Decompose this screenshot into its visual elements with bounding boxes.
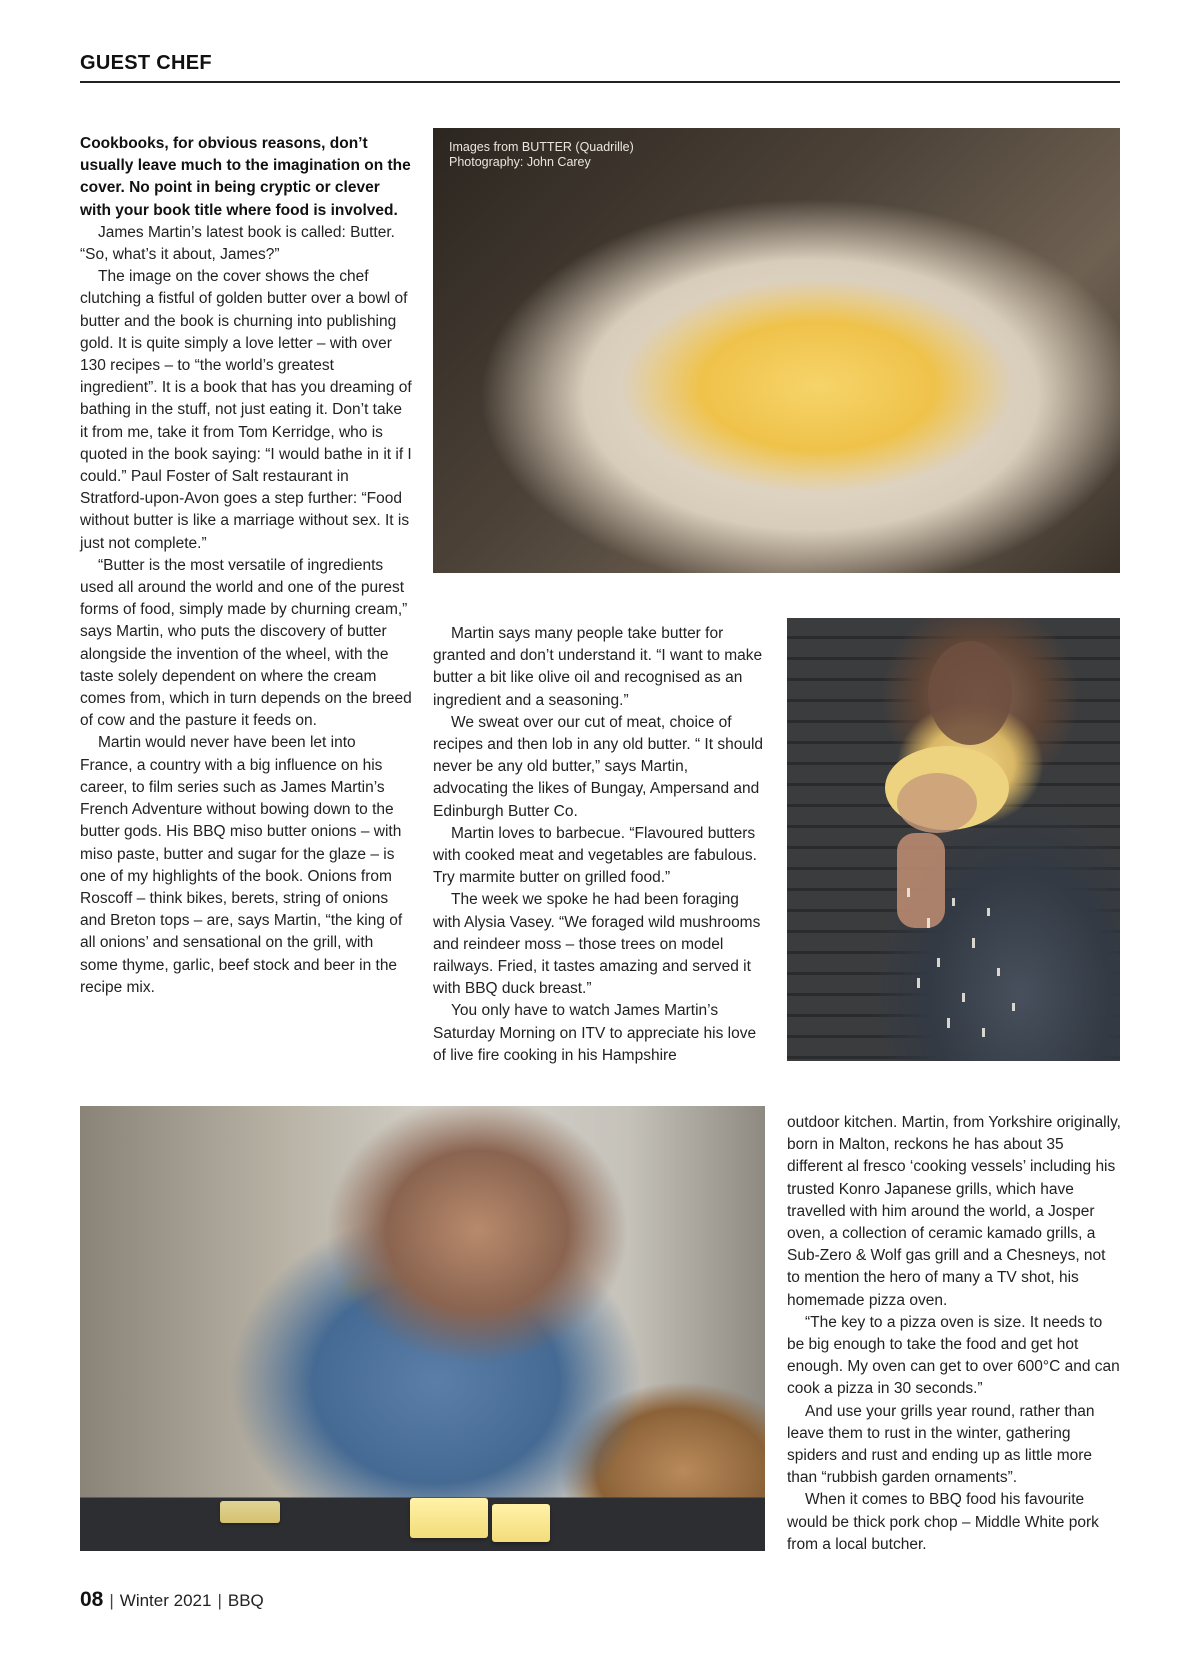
header-rule: [80, 81, 1120, 83]
article-column-1: [80, 133, 412, 999]
body-paragraph: The week we spoke he had been foraging with Alysia Vasey. “We foraged wild mushrooms and reindeer moss – those trees on model railways. Fried, it tastes amazing and served it with BBQ duck breast.”: [433, 891, 761, 998]
body-paragraph: Martin says many people take butter for granted and don’t understand it. “I want to make butter a bit like olive oil and recognised as an ingredient and a seasoning.”: [433, 625, 763, 709]
body-paragraph: Martin loves to barbecue. “Flavoured butters with cooked meat and vegetables are fabulous. Try marmite butter on grilled food.”: [433, 824, 757, 887]
article-column-2: [433, 623, 765, 1067]
butter-block: [220, 1501, 280, 1523]
body-paragraph: The image on the cover shows the chef clutching a fistful of golden butter over a bowl of butter and the book is churning into publishing gold. It is quite simply a love letter – with over 130 recipes – to “the world’s greatest ingredient”. It is a book that has you dreaming of bathing in the stuff, not just eating it. Don’t take it from me, take it from Tom Kerridge, who is quoted in the book saying: “I would bathe in it if I could.” Paul Foster of Salt restaurant in Stratford-upon-Avon goes a step further: “Food without butter is like a marriage without sex. It is just not complete.”: [80, 268, 412, 552]
photo-credit-line: Photography: John Carey: [449, 155, 591, 169]
butter-block: [492, 1504, 550, 1542]
body-paragraph: When it comes to BBQ food his favourite would be thick pork chop – Middle White pork from a local butcher.: [787, 1491, 1099, 1553]
body-paragraph: And use your grills year round, rather than leave them to rust in the winter, gathering spiders and rust and ending up as little more than “rubbish garden ornaments”.: [787, 1402, 1095, 1487]
chef-butter-fist-photo: [787, 618, 1120, 1061]
article-column-3: [787, 1112, 1122, 1556]
butter-block: [410, 1498, 488, 1538]
page-footer: [80, 1588, 264, 1612]
body-paragraph: “Butter is the most versatile of ingredients used all around the world and one of the purest forms of food, simply made by churning cream,” says Martin, who puts the discovery of butter alongside the invention of the wheel, with the taste solely dependent on where the cream comes from, which in turn depends on the breed of cow and the pasture it feeds on.: [80, 556, 412, 730]
body-paragraph: outdoor kitchen. Martin, from Yorkshire originally, born in Malton, reckons he has about 35 different al fresco ‘cooking vessels’ including his trusted Konro Japanese grills, which have travelled with him around the world, a Josper oven, a collection of ceramic kamado grills, a Sub-Zero & Wolf gas grill and a Chesneys, not to mention the hero of many a TV shot, his homemade pizza oven.: [787, 1114, 1121, 1309]
photo-credit: [449, 140, 634, 170]
page-number: 08: [80, 1588, 104, 1611]
body-paragraph: We sweat over our cut of meat, choice of recipes and then lob in any old butter. “ It should never be any old butter,” says Martin, advocating the likes of Bungay, Ampersand and Edinburgh Butter Co.: [433, 713, 764, 820]
footer-separator: |: [109, 1591, 114, 1610]
footer-separator: |: [217, 1591, 222, 1610]
body-paragraph: You only have to watch James Martin’s Saturday Morning on ITV to appreciate his love of live fire cooking in his Hampshire: [433, 1002, 757, 1064]
photo-credit-line: Images from BUTTER (Quadrille): [449, 140, 634, 154]
magazine-name: BBQ: [227, 1591, 264, 1610]
chef-kitchen-photo: [80, 1106, 765, 1551]
chef-fist-illustration: [787, 618, 1120, 1061]
section-title: GUEST CHEF: [80, 52, 212, 74]
body-paragraph: Martin would never have been let into France, a country with a big influence on his career, to film series such as James Martin’s French Adventure without bowing down to the butter gods. His BBQ miso butter onions – with miso paste, butter and sugar for the glaze – is one of my highlights of the book. Onions from Roscoff – think bikes, berets, string of onions and Breton tops – are, says Martin, “the king of all onions’ and sensational on the grill, with some thyme, garlic, beef stock and beer in the recipe mix.: [80, 734, 403, 996]
body-paragraph: James Martin’s latest book is called: Butter. “So, what’s it about, James?”: [80, 223, 395, 264]
issue-label: Winter 2021: [119, 1591, 212, 1610]
body-paragraph: “The key to a pizza oven is size. It needs to be big enough to take the food and get hot enough. My oven can get to over 600°C and can cook a pizza in 30 seconds.”: [787, 1313, 1120, 1398]
butter-bowl-photo: [433, 128, 1120, 573]
article-standfirst: Cookbooks, for obvious reasons, don’t usually leave much to the imagination on the cover. No point in being cryptic or clever with your book title where food is involved.: [80, 135, 411, 219]
